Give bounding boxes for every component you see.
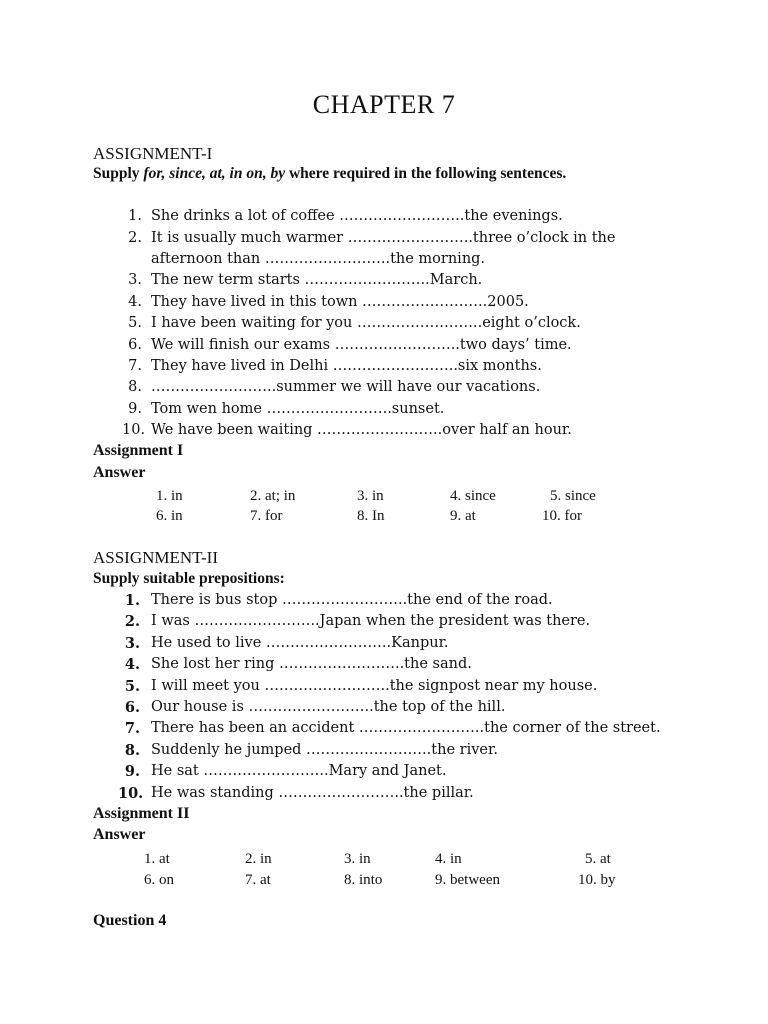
assignment-1-answer-label: Answer	[93, 464, 146, 481]
instruction-suffix: where required in the following sentences.	[285, 165, 567, 182]
list-item-number: 2.	[128, 230, 142, 246]
question-4-heading: Question 4	[93, 912, 167, 929]
list-item-number: 10.	[122, 422, 146, 438]
list-item: She drinks a lot of coffee ……………………..the evenings.	[151, 208, 563, 224]
list-item-number: 3.	[128, 272, 142, 288]
list-item-number: 4.	[128, 294, 142, 310]
answer-item: 1. at	[144, 851, 170, 867]
list-item: Suddenly he jumped ……………………..the river.	[151, 742, 498, 758]
answer-item: 10. by	[578, 872, 616, 888]
list-item-number: 1.	[124, 592, 140, 609]
list-item-number: 1.	[128, 208, 142, 224]
list-item-number: 5.	[128, 315, 142, 331]
assignment-2-answer-heading: Assignment II	[93, 805, 190, 822]
answer-item: 2. in	[245, 851, 272, 867]
answer-item: 4. in	[435, 851, 462, 867]
list-item: I will meet you ……………………..the signpost near my house.	[151, 678, 598, 694]
list-item: He sat ……………………..Mary and Janet.	[151, 763, 447, 779]
list-item: Our house is ……………………..the top of the hill.	[151, 699, 506, 715]
list-item-number: 5.	[124, 678, 140, 695]
answer-item: 6. on	[144, 872, 174, 888]
list-item: He was standing ……………………..the pillar.	[151, 785, 474, 801]
list-item: He used to live ……………………..Kanpur.	[151, 635, 449, 651]
list-item: We have been waiting ……………………..over half an hour.	[151, 422, 572, 438]
answer-item: 6. in	[156, 508, 183, 524]
list-item-number: 8.	[124, 742, 140, 759]
list-item-number: 9.	[128, 401, 142, 417]
answer-item: 3. in	[357, 488, 384, 504]
answer-item: 5. at	[585, 851, 611, 867]
answer-item: 8. into	[344, 872, 383, 888]
answer-item: 5. since	[550, 488, 596, 504]
list-item-number: 6.	[128, 337, 142, 353]
list-item-number: 8.	[128, 379, 142, 395]
list-item-number: 2.	[124, 613, 140, 630]
list-item: ……………………..summer we will have our vacations.	[151, 379, 541, 395]
assignment-1-answer-heading: Assignment I	[93, 442, 184, 459]
instruction-emphasis: for, since, at, in on, by	[143, 165, 286, 182]
answer-item: 7. for	[250, 508, 283, 524]
assignment-2-instruction: Supply suitable prepositions:	[93, 570, 285, 587]
answer-item: 9. between	[435, 872, 500, 888]
list-item: She lost her ring ……………………..the sand.	[151, 656, 472, 672]
list-item: We will finish our exams ……………………..two days’ time.	[151, 337, 572, 353]
list-item-number: 7.	[124, 720, 140, 737]
answer-item: 10. for	[542, 508, 582, 524]
list-item-number: 9.	[124, 763, 140, 780]
list-item: It is usually much warmer ……………………..three o’clock in the	[151, 230, 616, 246]
list-item-number: 3.	[124, 635, 140, 652]
assignment-1-heading: ASSIGNMENT-I	[93, 144, 213, 163]
answer-item: 2. at; in	[250, 488, 296, 504]
list-item: Tom wen home ……………………..sunset.	[151, 401, 445, 417]
answer-item: 9. at	[450, 508, 476, 524]
list-item-number: 7.	[128, 358, 142, 374]
assignment-1-instruction	[93, 165, 566, 183]
list-item: I have been waiting for you ……………………..eight o’clock.	[151, 315, 581, 331]
list-item: I was ……………………..Japan when the president was there.	[151, 613, 591, 629]
list-item: There is bus stop ……………………..the end of the road.	[151, 592, 553, 608]
list-item: They have lived in this town ……………………..2005.	[151, 294, 529, 310]
answer-item: 1. in	[156, 488, 183, 504]
list-item-number: 10.	[118, 785, 144, 802]
instruction-prefix: Supply	[93, 165, 144, 182]
assignment-2-heading: ASSIGNMENT-II	[93, 548, 218, 567]
answer-item: 4. since	[450, 488, 496, 504]
answer-item: 7. at	[245, 872, 271, 888]
list-item-continuation: afternoon than ……………………..the morning.	[151, 251, 486, 267]
assignment-2-answer-label: Answer	[93, 826, 146, 843]
list-item: They have lived in Delhi ……………………..six months.	[151, 358, 542, 374]
list-item: The new term starts ……………………..March.	[151, 272, 483, 288]
list-item-number: 6.	[124, 699, 140, 716]
list-item: There has been an accident ……………………..the corner of the street.	[151, 720, 661, 736]
answer-item: 3. in	[344, 851, 371, 867]
list-item-number: 4.	[124, 656, 140, 673]
page-title: CHAPTER 7	[312, 90, 456, 119]
answer-item: 8. In	[357, 508, 385, 524]
